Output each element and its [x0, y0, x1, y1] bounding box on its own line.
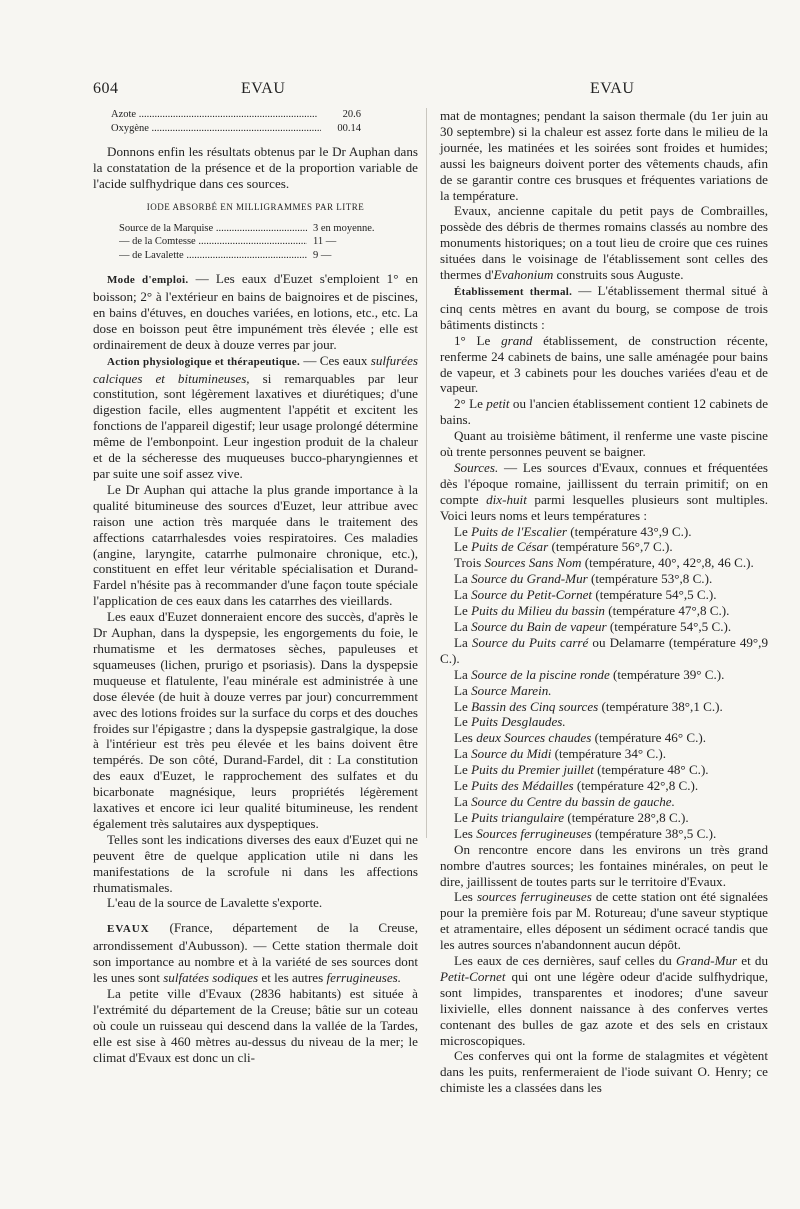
spring-item: Le Puits de César (température 56°,7 C.). — [454, 539, 673, 555]
spring-item: La Source Marein. — [454, 682, 552, 698]
section-heading: Établissement thermal. — [454, 285, 573, 298]
paragraph-petit: 2° Le petit ou l'ancien établissement contient 12 cabinets de bains. — [440, 396, 769, 428]
entry-heading: EVAUX — [107, 923, 150, 936]
spring-name: Puits de l'Escalier — [471, 523, 567, 539]
spring-name: Puits des Médailles — [471, 778, 574, 794]
spring-name: Source de la piscine ronde — [471, 666, 610, 682]
spring-name: Bassin des Cinq sources — [471, 698, 599, 714]
spring-name: Source du Puits carré — [471, 634, 589, 650]
paragraph-mode-emploi: Mode d'emploi. — Les eaux d'Euzet s'emploient 1° en boisson; 2° à l'extérieur en bains de baignoires et de piscines, en bains d'étuves, en douches variées, en lotions, etc., etc. La dose en boisson peut être impunément très élevée ; elle est ordinairement de deux à douze verres par jour. — [93, 271, 418, 352]
right-column — [440, 108, 768, 1096]
spring-name: Source du Bain de vapeur — [471, 619, 607, 634]
paragraph-dernieres: Les eaux de ces dernières, sauf celles du Grand-Mur et du Petit-Cornet qui ont une légère odeur d'acide sulfhydrique, sont limpides, transparentes et inodores; d'une saveur lixivielle, elles donnent naissance à des conferves vertes contenant des bulles de gaz azote et des sels en cristaux microscopiques. — [440, 953, 769, 1048]
iodine-row: — de Lavalette ..... 9 — — [119, 249, 399, 263]
spring-name: Source du Midi — [471, 746, 552, 762]
iodine-table-caption: IODE ABSORBÉ EN MILLIGRAMMES PAR LITRE — [146, 201, 365, 212]
spring-item: Le Puits triangulaire (température 28°,8 C.). — [454, 809, 689, 825]
composition-table — [93, 108, 418, 135]
spring-item: La Source du Puits carré ou Delamarre (température 49°,9 C.). — [440, 634, 768, 666]
spring-item: Les Sources ferrugineuses (température 38°,5 C.). — [454, 825, 717, 841]
iodine-row: Source de la Marquise ..... 3 en moyenne. — [119, 222, 399, 236]
paragraph-action: Action physiologique et thérapeutique. — Ces eaux sulfurées calciques et bitumineuses, si remarquables par leur constitution, sont légèrement laxatives et diurétiques; d'une digestion facile, elles augmentent l'appétit et excitent les fonctions de l'appareil digestif; leur usage prolongé détermine même de l'embonpoint. Leur ingestion produit de la chaleur et de la sécheresse des muqueuses bucco-pharyngiennes et par suite une soif assez vive. — [93, 352, 419, 481]
paragraph-ville: La petite ville d'Evaux (2836 habitants) est située à l'extrémité du département de la Creuse; bâtie sur un coteau où coule un ruisseau qui descend dans la vallée de la Tardes, elle est sise à 460 mètres au-dessus du niveau de la mer; le climat d'Evaux est donc un cli- — [93, 986, 418, 1065]
paragraph-grand: 1° Le grand établissement, de construction récente, renferme 24 cabinets de bains, une salle aménagée pour bains de vapeur, et 3 cabinets pour les douches variées d'eau et de vapeur. — [440, 332, 768, 396]
paragraph-capitale: Evaux, ancienne capitale du petit pays de Combrailles, possède des débris de thermes romains classés au nombre des monuments historiques; on a tout lieu de croire que ces ruines situées dans le voisinage de l'établissement sont celles des thermes d'Evahonium construits sous Auguste. — [440, 203, 768, 283]
paragraph-telles: Telles sont les indications diverses des eaux d'Euzet qui ne peuvent être de quelque application utile ni dans les manifestations de la scrofule ni dans les affections rhumatismales. — [93, 831, 418, 895]
spring-item: Le Puits des Médailles (température 42°,8 C.). — [454, 778, 699, 794]
paragraph-conferves: Ces conferves qui ont la forme de stalagmites et végètent dans les puits, renfermeraient de l'iode suivant O. Henry; ce chimiste les a classées dans les — [440, 1048, 768, 1096]
spring-item: La Source du Centre du bassin de gauche. — [454, 793, 675, 809]
spring-item: La Source du Bain de vapeur (température 54°,5 C.). — [454, 619, 732, 634]
spring-item: La Source de la piscine ronde (température 39° C.). — [454, 666, 725, 682]
spring-name: Puits du Milieu du bassin — [471, 603, 605, 619]
spring-name: deux Sources chaudes — [476, 730, 592, 746]
paragraph-auphan-2: Les eaux d'Euzet donneraient encore des succès, d'après le Dr Auphan, dans la dyspepsie, les engorgements du foie, le rhumatisme et les dermatoses sèches, papuleuses et squameuses (lichen, prurigo et psoriasis). Dans la dyspepsie muqueuse et flatulente, l'eau minérale est administrée à une dose élevée (de huit à douze verres par jour) concurremment avec des lotions froides sur la surface du corps et des douches froides sur l'épigastre ; dans la dyspepsie gastralgique, la dose à l'intérieur est très peu élevée et les bains doivent être tempérés. De son côté, Durand-Fardel, dit : La constitution des eaux d'Euzet, le rapprochement des sulfates et du bicarbonate magnésique, leurs propriétés légèrement laxatives et encore ici leur qualité bitumineuse, les rendent également très salutaires aux dyspeptiques. — [93, 609, 418, 831]
paragraph-sources: Sources. — Les sources d'Evaux, connues et fréquentées dès l'époque romaine, jaillissent du terrain primitif; on en compte dix-huit parmi lesquelles plusieurs sont multiples. Voici leurs noms et leurs températures : — [440, 459, 768, 523]
spring-name: Source Marein. — [471, 682, 552, 698]
paragraph-auphan-1: Le Dr Auphan qui attache la plus grande importance à la qualité bitumineuse des sources d'Euzet, leur attribue avec raison une action très marquée dans le traitement des affections catarrhalesdes voies respiratoires. Ces maladies (angine, laryngite, catarrhe pulmonaire chronique, etc.), constituent en effet leur véritable spécialisation et Durand-Fardel n'hésite pas à recommander d'une façon toute spéciale l'application de ces eaux dans les catarrhes des vieillards. — [93, 481, 418, 609]
composition-row: Oxygène ..... 00.14 — [111, 122, 361, 136]
spring-item: Le Puits de l'Escalier (température 43°,9 C.). — [454, 523, 692, 539]
spring-item: Les deux Sources chaudes (température 46° C.). — [454, 730, 707, 746]
spring-item: La Source du Petit-Cornet (température 54°,5 C.). — [454, 587, 717, 603]
paragraph-ferrugineuses: Les sources ferrugineuses de cette station ont été signalées pour la première fois par M. Rotureau; d'une saveur styptique et atramentaire, elles déposent un sédiment ocracé tandis que les autres sources n'abandonnent aucun dépôt. — [440, 889, 768, 953]
spring-item: La Source du Grand-Mur (température 53°,8 C.). — [454, 571, 713, 587]
spring-item: Trois Sources Sans Nom (température, 40°, 42°,8, 46 C.). — [454, 555, 754, 571]
paragraph-troisieme: Quant au troisième bâtiment, il renferme une vaste piscine où trente personnes peuvent se baigner. — [440, 428, 768, 460]
spring-name: Puits de César — [471, 539, 549, 555]
spring-name: Sources ferrugineuses — [476, 825, 592, 841]
paragraph-intro: Donnons enfin les résultats obtenus par le Dr Auphan dans la constatation de la présence et de la proportion variable de l'acide sulfhydrique dans ces sources. — [93, 144, 418, 191]
page-number: 604 — [93, 80, 119, 97]
spring-item: Le Bassin des Cinq sources (température 38°,1 C.). — [454, 698, 723, 714]
paragraph-etablissement: Établissement thermal. — L'établissement thermal situé à cinq cents mètres en avant du bourg, se compose de trois bâtiments distincts : — [440, 282, 768, 332]
paragraph-climat: mat de montagnes; pendant la saison thermale (du 1er juin au 30 septembre) si la chaleur est assez forte dans le milieu de la journée, les matinées et les soirées sont froides et humides; aussi les baigneurs doivent porter des vêtements chauds, afin de se garantir contre ces brusques et fréquentes variations de la température. — [440, 108, 768, 203]
spring-name: Puits du Premier juillet — [471, 762, 594, 778]
spring-name: Source du Grand-Mur — [471, 571, 588, 587]
composition-row: Azote ..... 20.6 — [111, 108, 361, 122]
spring-name: Puits Desglaudes. — [471, 714, 566, 730]
spring-name: Source du Petit-Cornet — [471, 587, 593, 603]
spring-item: Le Puits du Premier juillet (température 48° C.). — [454, 762, 709, 778]
spring-item: Le Puits du Milieu du bassin (température 47°,8 C.). — [454, 603, 730, 619]
section-heading: Action physiologique et thérapeutique. — [107, 355, 301, 368]
left-column — [93, 108, 418, 1066]
iodine-row: — de la Comtesse ..... 11 — — [119, 235, 399, 249]
spring-list — [440, 524, 768, 842]
spring-name: Sources Sans Nom — [484, 555, 582, 571]
spring-item: La Source du Midi (température 34° C.). — [454, 746, 667, 762]
paragraph-evaux: EVAUX (France, département de la Creuse, arrondissement d'Aubusson). — Cette station thermale doit son importance au nombre et à la variété de ses sources dont les unes sont sulfatées sodiques et les autres ferrugineuses. — [93, 920, 418, 986]
spring-item: Le Puits Desglaudes. — [454, 714, 566, 730]
spring-name: Source du Centre du bassin de gauche. — [471, 793, 675, 809]
paragraph-rencontre: On rencontre encore dans les environs un très grand nombre d'autres sources; les fontaines minérales, on peut le dire, jaillissent de toutes parts sur le territoire d'Evaux. — [440, 841, 768, 889]
running-title-left: EVAU — [241, 80, 286, 97]
spring-name: Puits triangulaire — [471, 809, 565, 825]
column-divider — [426, 108, 427, 838]
running-title-right: EVAU — [590, 80, 635, 97]
section-heading: Mode d'emploi. — [107, 274, 189, 287]
paragraph-export: L'eau de la source de Lavalette s'exporte. — [107, 895, 323, 911]
iodine-table — [93, 222, 418, 263]
